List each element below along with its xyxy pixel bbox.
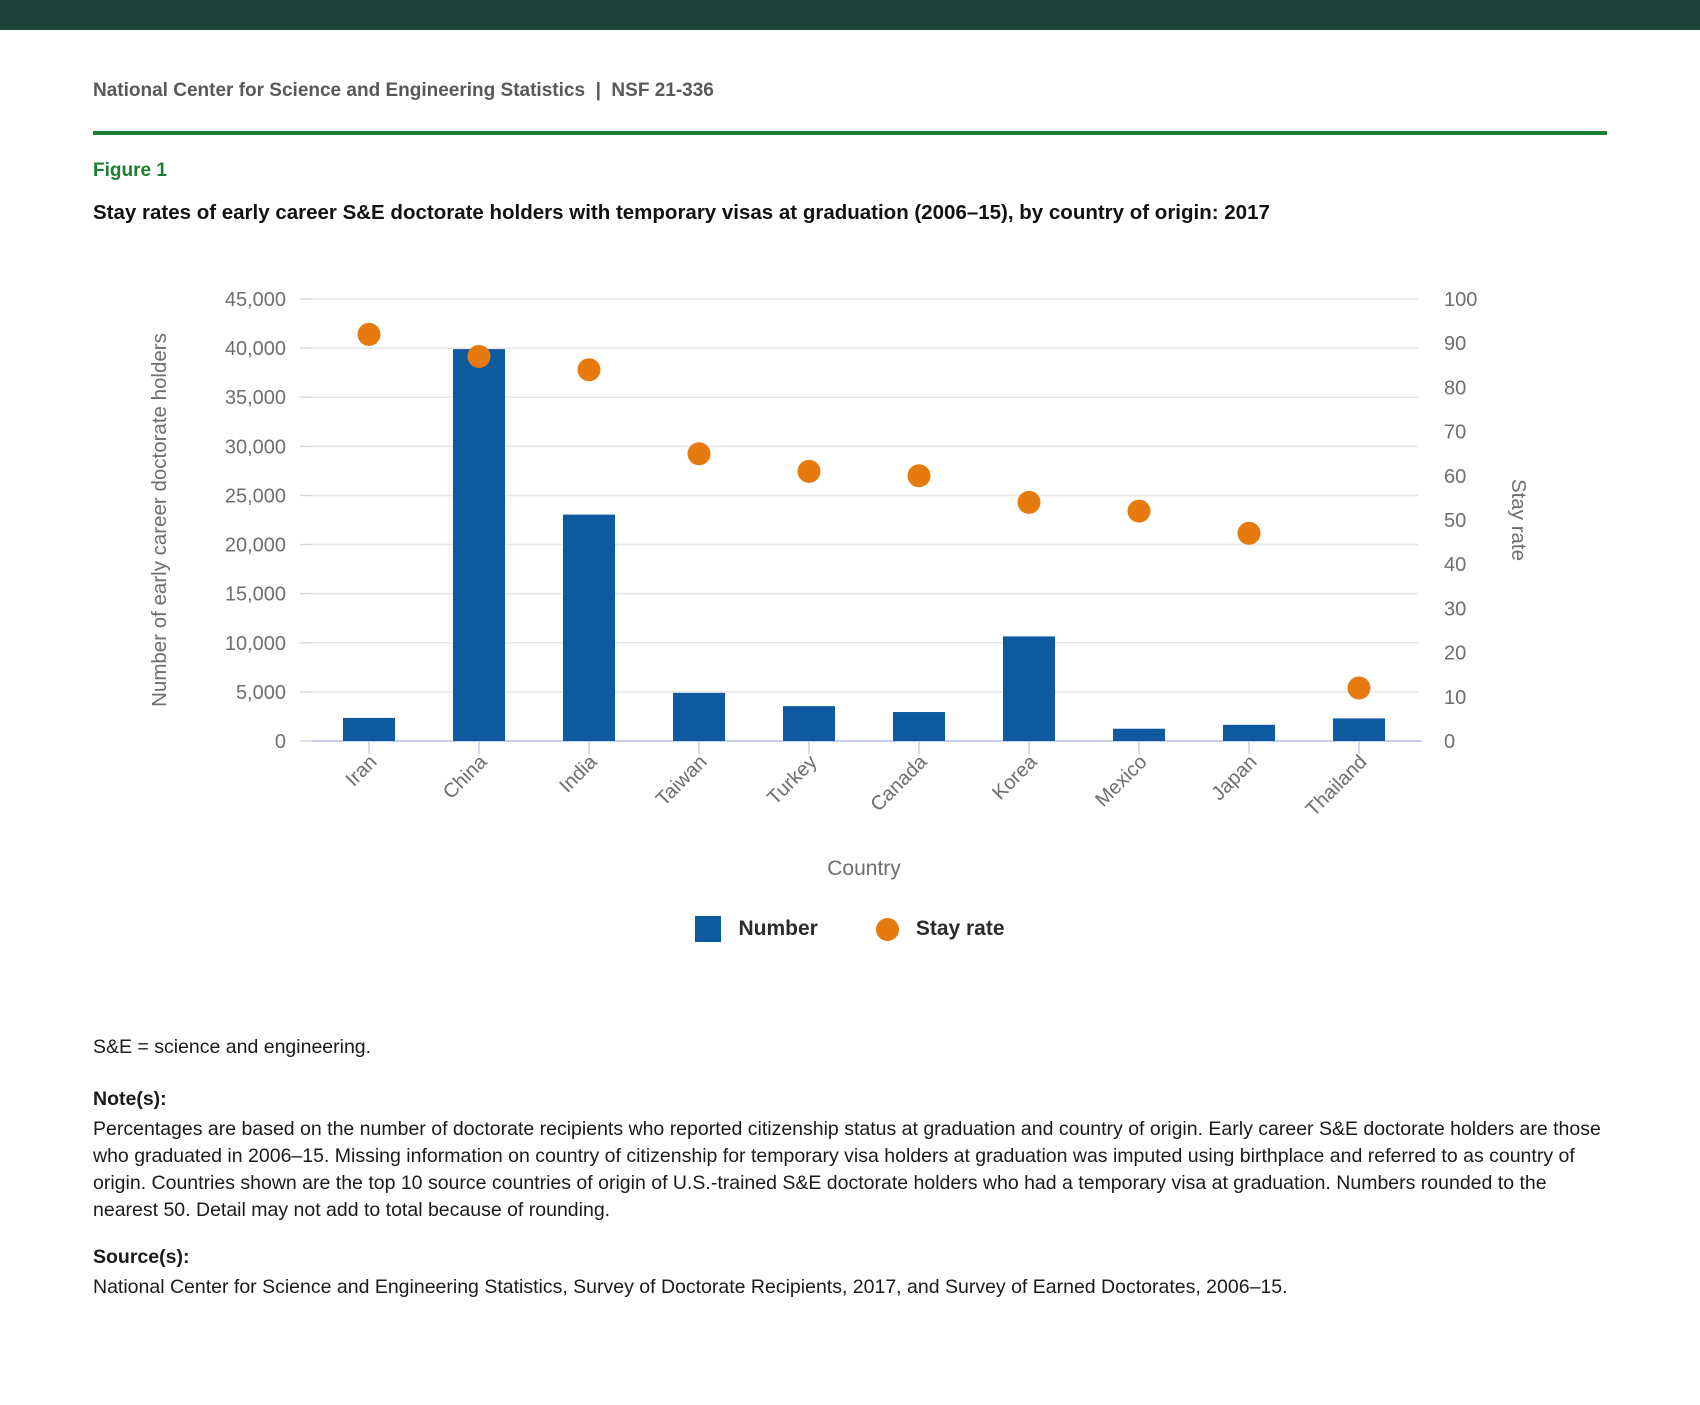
y-axis-tick-label-left: 45,000: [224, 289, 286, 311]
x-axis-label-turkey: Turkey: [763, 750, 822, 810]
x-axis-label-taiwan: Taiwan: [651, 750, 712, 811]
stay-rate-legend-swatch: [876, 918, 899, 941]
y-axis-tick-label-right: 0: [1444, 731, 1456, 753]
y-axis-tick-label-left: 35,000: [224, 387, 286, 410]
bar-iran[interactable]: [343, 718, 395, 741]
x-axis-label-canada: Canada: [866, 750, 932, 817]
stay-rate-point-iran[interactable]: [358, 323, 381, 346]
figure-title: Stay rates of early career S&E doctorate holders with temporary visas at graduation (2006–15), by country of origin: 2017: [93, 201, 1270, 224]
legend-label-number: Number: [738, 917, 818, 940]
y-axis-tick-label-left: 30,000: [224, 436, 286, 459]
x-axis-label-thailand: Thailand: [1301, 750, 1372, 821]
bar-japan[interactable]: [1223, 725, 1275, 741]
legend-item-stay-rate[interactable]: [876, 917, 1005, 941]
x-axis-label-iran: Iran: [341, 750, 382, 791]
y-axis-tick-label-right: 50: [1444, 510, 1467, 532]
notes-text: Percentages are based on the number of doctorate recipients who reported citizenship status at graduation and country of origin. Early career S&E doctorate holders are those who graduated in 2006–15. Missing information on country of citizenship for temporary visa holders at graduation was imputed using birthplace and referred to as country of origin. Countries shown are the top 10 source countries of origin of U.S.-trained S&E doctorate holders who had a temporary visa at graduation. Numbers rounded to the nearest 50. Detail may not add to total because of rounding.: [93, 1118, 1601, 1221]
source-heading: Source(s):: [93, 1246, 190, 1268]
stay-rate-point-india[interactable]: [578, 358, 601, 381]
bar-taiwan[interactable]: [673, 693, 725, 741]
y-axis-tick-label-left: 25,000: [224, 485, 286, 508]
stay-rate-point-turkey[interactable]: [798, 460, 821, 483]
y-axis-title-right: Stay rate: [1507, 478, 1530, 562]
y-axis-tick-label-right: 20: [1444, 642, 1467, 665]
legend-label-stay-rate: Stay rate: [915, 917, 1005, 940]
y-axis-tick-label-right: 10: [1444, 686, 1467, 709]
y-axis-tick-label-left: 5,000: [235, 681, 286, 704]
y-axis-tick-label-left: 40,000: [224, 338, 286, 361]
bar-mexico[interactable]: [1113, 729, 1165, 741]
bar-canada[interactable]: [893, 712, 945, 741]
y-axis-tick-label-left: 10,000: [224, 632, 286, 655]
y-axis-title-left: Number of early career doctorate holders: [148, 333, 171, 707]
y-axis-tick-label-right: 40: [1444, 554, 1467, 577]
stay-rate-point-korea[interactable]: [1018, 491, 1041, 514]
stay-rate-point-thailand[interactable]: [1348, 676, 1371, 699]
y-axis-tick-label-right: 30: [1444, 598, 1467, 621]
top-banner: [0, 0, 1700, 30]
legend-item-number[interactable]: [695, 916, 817, 942]
x-axis-label-india: India: [555, 750, 602, 798]
figure-label: Figure 1: [93, 160, 167, 181]
stay-rate-point-mexico[interactable]: [1128, 500, 1151, 523]
stay-rate-point-taiwan[interactable]: [688, 442, 711, 465]
x-axis-title: Country: [827, 857, 901, 880]
x-axis-label-china: China: [439, 750, 492, 804]
y-axis-tick-label-right: 60: [1444, 465, 1467, 488]
bar-korea[interactable]: [1003, 636, 1055, 741]
report-header: National Center for Science and Engineering Statistics | NSF 21-336: [93, 80, 714, 101]
number-legend-swatch: [695, 916, 721, 942]
y-axis-tick-label-right: 80: [1444, 377, 1467, 400]
y-axis-tick-label-left: 15,000: [224, 583, 286, 606]
notes-heading: Note(s):: [93, 1088, 167, 1110]
x-axis-label-mexico: Mexico: [1091, 750, 1152, 812]
y-axis-tick-label-right: 70: [1444, 421, 1467, 444]
y-axis-tick-label-right: 90: [1444, 333, 1467, 356]
stay-rate-point-china[interactable]: [468, 345, 491, 368]
y-axis-tick-label-left: 0: [274, 731, 286, 753]
bar-india[interactable]: [563, 515, 615, 741]
green-rule: [93, 131, 1607, 135]
bar-thailand[interactable]: [1333, 718, 1385, 741]
x-axis-label-korea: Korea: [988, 750, 1042, 805]
y-axis-tick-label-right: 100: [1444, 289, 1478, 311]
y-axis-tick-label-left: 20,000: [224, 534, 286, 557]
source-text: National Center for Science and Engineering Statistics, Survey of Doctorate Recipients, 2017, and Survey of Earned Doctorates, 2006–15.: [93, 1276, 1288, 1298]
stay-rate-chart: [0, 242, 1700, 902]
chart-legend: [0, 916, 1700, 942]
bar-turkey[interactable]: [783, 706, 835, 741]
stay-rate-point-canada[interactable]: [908, 464, 931, 487]
abbreviation-note: S&E = science and engineering.: [93, 1036, 372, 1058]
bar-china[interactable]: [453, 349, 505, 741]
stay-rate-point-japan[interactable]: [1238, 522, 1261, 545]
x-axis-label-japan: Japan: [1207, 750, 1262, 806]
